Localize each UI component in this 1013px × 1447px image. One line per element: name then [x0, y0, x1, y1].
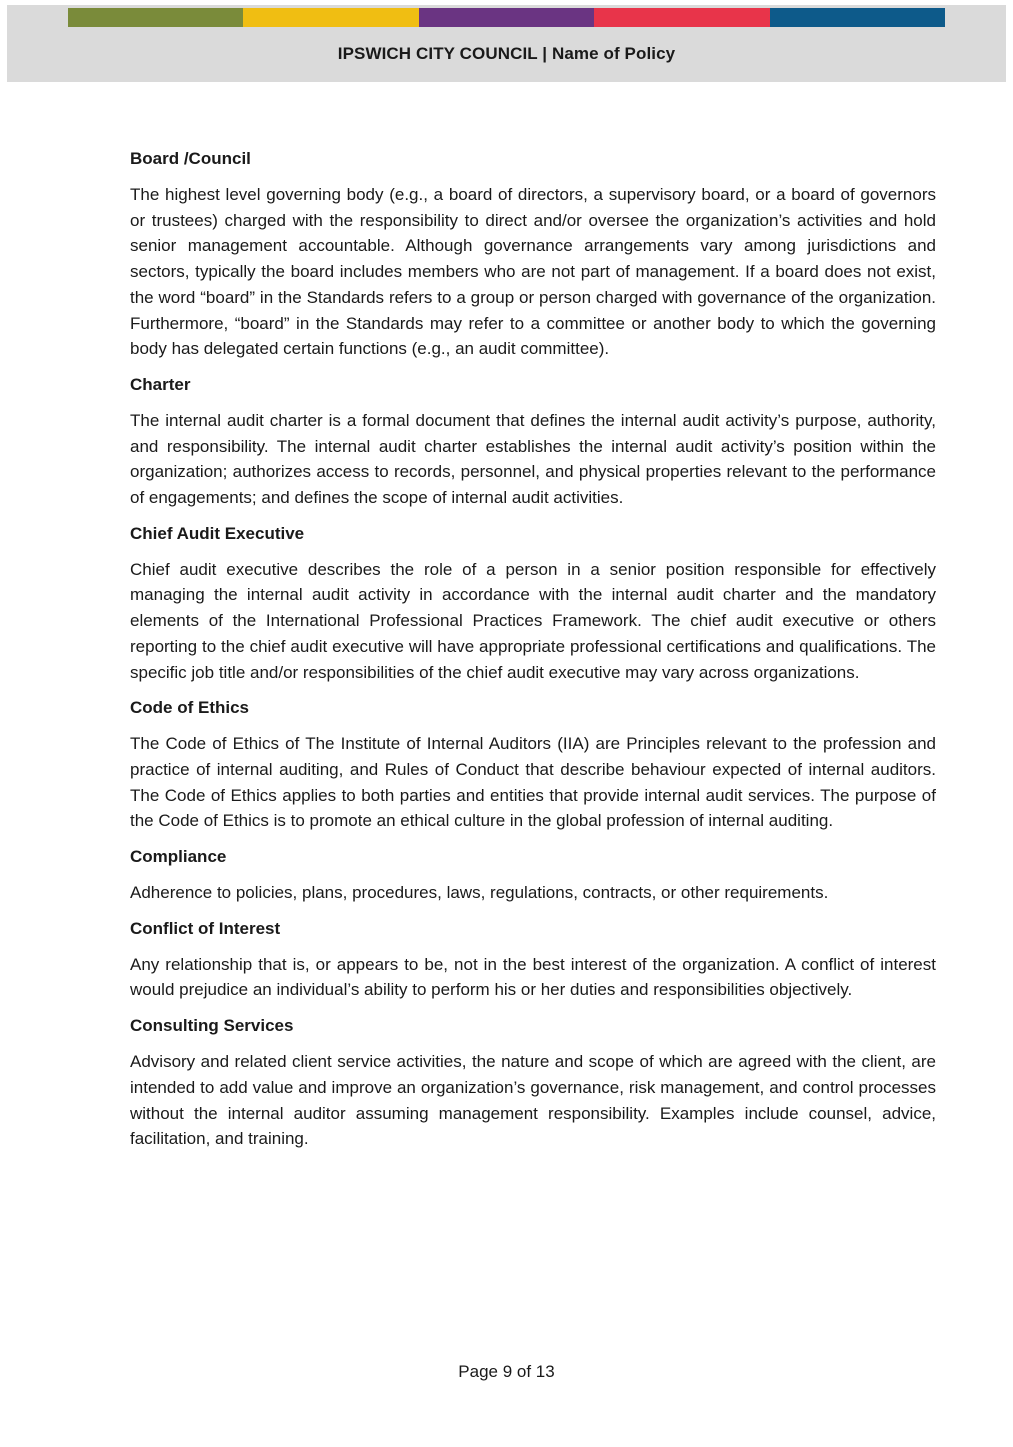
- term-consulting-services: Consulting Services: [130, 1016, 294, 1036]
- page-number: Page 9 of 13: [458, 1362, 555, 1381]
- stripe-yellow: [243, 8, 418, 27]
- definition-conflict-of-interest: Any relationship that is, or appears to be, not in the best interest of the organization. A conflict of interest would prejudice an individual’s ability to perform his or her duties and responsibilities objectively.: [130, 954, 936, 1000]
- glossary-content: [130, 146, 936, 1162]
- term-conflict-of-interest: Conflict of Interest: [130, 918, 281, 938]
- brand-color-strip: [68, 8, 945, 27]
- stripe-green: [68, 8, 243, 27]
- definition-compliance: Adherence to policies, plans, procedures, laws, regulations, contracts, or other requirements.: [130, 883, 829, 903]
- term-code-of-ethics: Code of Ethics: [130, 698, 250, 718]
- stripe-purple: [419, 8, 594, 27]
- term-charter: Charter: [130, 374, 191, 394]
- definition-chief-audit-executive: Chief audit executive describes the role of a person in a senior position responsible for effectively managing the internal audit activity in accordance with the internal audit charter and the mandatory elements of the International Professional Practices Framework. The chief audit executive or others reporting to the chief audit executive will have appropriate professional certifications and qualifications. The specific job title and/or responsibilities of the chief audit executive may vary across organizations.: [130, 559, 936, 682]
- term-chief-audit-executive: Chief Audit Executive: [130, 523, 305, 543]
- term-compliance: Compliance: [130, 847, 227, 867]
- header-title: IPSWICH CITY COUNCIL | Name of Policy: [337, 44, 676, 63]
- stripe-blue: [770, 8, 945, 27]
- definition-board-council: The highest level governing body (e.g., a board of directors, a supervisory board, or a board of governors or trustees) charged with the responsibility to direct and/or oversee the organization’s activities and hold senior management accountable. Although governance arrangements vary among jurisdictions and sectors, typically the board includes members who are not part of management. If a board does not exist, the word “board” in the Standards refers to a group or person charged with governance of the organization. Furthermore, “board” in the Standards may refer to a committee or another body to which the governing body has delegated certain functions (e.g., an audit committee).: [130, 185, 936, 359]
- term-board-council: Board /Council: [130, 149, 251, 168]
- definition-charter: The internal audit charter is a formal document that defines the internal audit activity’s purpose, authority, and responsibility. The internal audit charter establishes the internal audit activity’s position within the organization; authorizes access to records, personnel, and physical properties relevant to the performance of engagements; and defines the scope of internal audit activities.: [130, 410, 936, 508]
- stripe-red: [594, 8, 769, 27]
- definition-consulting-services: Advisory and related client service activities, the nature and scope of which are agreed with the client, are intended to add value and improve an organization’s governance, risk management, and control processes without the internal auditor assuming management responsibility. Examples include counsel, advice, facilitation, and training.: [130, 1052, 936, 1149]
- definition-code-of-ethics: The Code of Ethics of The Institute of Internal Auditors (IIA) are Principles relevant to the profession and practice of internal auditing, and Rules of Conduct that describe behaviour expected of internal auditors. The Code of Ethics applies to both parties and entities that provide internal audit services. The purpose of the Code of Ethics is to promote an ethical culture in the global profession of internal auditing.: [130, 734, 936, 831]
